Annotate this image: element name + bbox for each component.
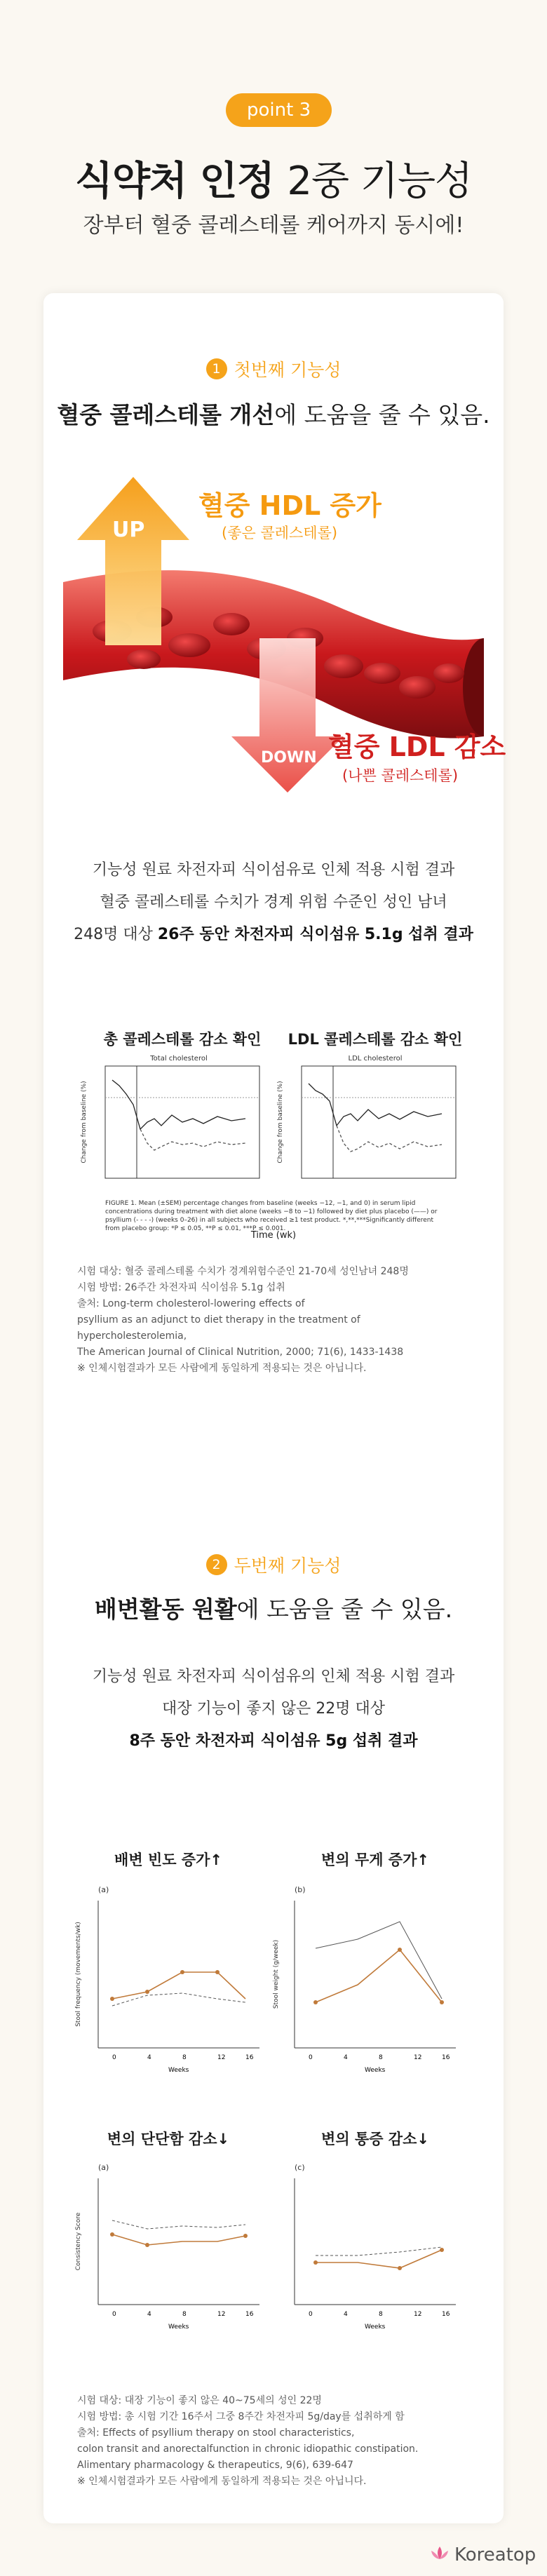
- svg-text:16: 16: [245, 2311, 254, 2318]
- ldl-cholesterol-inner-label: LDL cholesterol: [348, 1055, 403, 1063]
- section1-desc-line2: 혈중 콜레스테롤 수치가 경계 위험 수준인 성인 남녀: [100, 893, 447, 911]
- svg-text:0: 0: [309, 2311, 313, 2318]
- point-badge: point 3: [226, 93, 332, 127]
- ldl-title: 혈중 LDL 감소: [328, 731, 506, 762]
- lotus-icon: [429, 2544, 450, 2565]
- bowel-charts-bottom: [70, 2157, 477, 2354]
- figure-caption: FIGURE 1. Mean (±SEM) percentage changes from baseline (weeks −12, −1, and 0) in serum lipid concentrations during treatment with diet alone (weeks −8 to −1) followed by diet plus placebo (——) or psyllium (- - - -) (weeks 0–26) in all subjects who received ≥1 test product. *,**,***Significantly different from placebo group: *P ≤ 0.05, **P ≤ 0.01, ***P ≤ 0.001.: [105, 1200, 438, 1232]
- svg-text:(a): (a): [98, 1885, 109, 1894]
- svg-text:4: 4: [344, 2311, 348, 2318]
- section2-description: [0, 1661, 547, 1758]
- ldl-cholesterol-chart-title: LDL 콜레스테롤 감소 확인: [288, 1031, 463, 1048]
- bowel-chart-title-3: 변의 단단함 감소↓: [107, 2131, 230, 2147]
- section2-desc-line3: 8주 동안 차전자피 식이섬유 5g 섭취 결과: [129, 1732, 418, 1750]
- section2-title-bold: 배변활동 원활: [94, 1596, 237, 1623]
- bowel-chart-title-4: 변의 통증 감소↓: [321, 2131, 429, 2147]
- hdl-subtitle: (좋은 콜레스테롤): [222, 525, 338, 541]
- svg-text:4: 4: [147, 2311, 151, 2318]
- svg-text:4: 4: [147, 2054, 151, 2061]
- hdl-title: 혈중 HDL 증가: [198, 490, 381, 521]
- svg-text:12: 12: [217, 2054, 226, 2061]
- svg-text:8: 8: [379, 2311, 383, 2318]
- headline-bold: 식약처 인정: [74, 159, 274, 204]
- svg-text:Stool frequency (movements/wk): Stool frequency (movements/wk): [75, 1922, 82, 2027]
- svg-text:12: 12: [414, 2054, 422, 2061]
- section1-desc-line3: 248명 대상 26주 동안 차전자피 식이섬유 5.1g 섭취 결과: [74, 926, 473, 943]
- stool-frequency-chart: [75, 1885, 259, 2074]
- svg-text:(c): (c): [295, 2163, 305, 2172]
- cholesterol-charts: [77, 1052, 470, 1199]
- section2-title: [0, 1591, 547, 1624]
- svg-text:0: 0: [309, 2054, 313, 2061]
- up-badge: UP: [112, 518, 145, 542]
- svg-text:16: 16: [442, 2311, 450, 2318]
- section1-description: [0, 854, 547, 951]
- cholesterol-x-axis-label: Time (wk): [250, 1230, 297, 1241]
- svg-text:(a): (a): [98, 2163, 109, 2172]
- section1-title-bold: 혈중 콜레스테롤 개선: [57, 401, 275, 429]
- bowel-charts-top: [70, 1880, 477, 2111]
- svg-text:8: 8: [182, 2054, 187, 2061]
- section1-references: 시험 대상: 혈중 콜레스테롤 수치가 경계위험수준인 21-70세 성인남녀 248명 시험 방법: 26주간 차전자피 식이섬유 5.1g 섭취 출처: Long-term cholesterol-lowering effects of psyllium as an adjunct to diet therapy in the treatment of hypercholesterolemia, The American Journal of Clinical Nutrition, 2000; 71(6), 1433-1438 ※ 인체시험결과가 모든 사람에게 동일하게 적용되는 것은 아닙니다.: [77, 1266, 409, 1374]
- svg-text:12: 12: [414, 2311, 422, 2318]
- total-cholesterol-ylabel: Change from baseline (%): [81, 1081, 88, 1164]
- svg-text:8: 8: [182, 2311, 187, 2318]
- total-cholesterol-chart: [81, 1055, 259, 1178]
- down-badge: DOWN: [261, 749, 317, 767]
- section2-references: 시험 대상: 대장 기능이 좋지 않은 40~75세의 성인 22명 시험 방법: 총 시험 기간 16주서 그중 8주간 차전자피 5g/day를 섭취하게 함 출처: Effects of psyllium therapy on stool characteristics, colon transit and anorectalfunction in chronic idiopathic constipation. Alimentary pharmacology & therapeutics, 9(6), 639-647 ※ 인체시험결과가 모든 사람에게 동일하게 적용되는 것은 아닙니다.: [77, 2395, 419, 2487]
- section1-label: [0, 356, 547, 382]
- section2-title-rest: 에 도움을 줄 수 있음.: [236, 1596, 453, 1623]
- stool-weight-chart: [273, 1885, 456, 2074]
- svg-text:Stool weight (g/week): Stool weight (g/week): [273, 1939, 280, 2009]
- svg-text:16: 16: [245, 2054, 254, 2061]
- svg-text:Weeks: Weeks: [168, 2067, 189, 2074]
- section2-desc-line2: 대장 기능이 좋지 않은 22명 대상: [162, 1700, 385, 1718]
- bowel-chart-title-2: 변의 무게 증가↑: [321, 1852, 429, 1868]
- total-cholesterol-chart-title: 총 콜레스테롤 감소 확인: [103, 1031, 262, 1048]
- svg-text:Weeks: Weeks: [365, 2324, 386, 2331]
- svg-text:Weeks: Weeks: [365, 2067, 386, 2074]
- section2-label: [0, 1552, 547, 1577]
- brand-logo: [429, 2544, 536, 2565]
- section2-desc-line1: 기능성 원료 차전자피 식이섬유의 인체 적용 시험 결과: [92, 1668, 455, 1685]
- bowel-chart-title-1: 배변 빈도 증가↑: [114, 1852, 222, 1868]
- section1-title-rest: 에 도움을 줄 수 있음.: [274, 401, 490, 429]
- svg-text:0: 0: [112, 2311, 116, 2318]
- section1-number-badge: 1: [206, 358, 227, 379]
- section1-label-text: 첫번째 기능성: [234, 360, 342, 380]
- svg-text:0: 0: [112, 2054, 116, 2061]
- ldl-subtitle: (나쁜 콜레스테롤): [342, 767, 459, 784]
- svg-text:Weeks: Weeks: [168, 2324, 189, 2331]
- svg-text:4: 4: [344, 2054, 348, 2061]
- headline-thin: 2중 기능성: [287, 159, 473, 204]
- brand-name: Koreatop: [454, 2544, 536, 2565]
- svg-text:Consistency Score: Consistency Score: [75, 2212, 82, 2271]
- section2-label-text: 두번째 기능성: [234, 1556, 342, 1576]
- stool-consistency-chart: [75, 2163, 259, 2331]
- section1-title: [0, 397, 547, 430]
- section1-desc-line1: 기능성 원료 차전자피 식이섬유로 인체 적용 시험 결과: [92, 861, 455, 879]
- svg-text:8: 8: [379, 2054, 383, 2061]
- total-cholesterol-inner-label: Total cholesterol: [150, 1055, 208, 1063]
- ldl-cholesterol-ylabel: Change from baseline (%): [277, 1081, 284, 1164]
- section2-number-badge: 2: [206, 1554, 227, 1575]
- page-subheadline: 장부터 혈중 콜레스테롤 케어까지 동시에!: [83, 213, 464, 238]
- ldl-cholesterol-chart: [277, 1055, 456, 1178]
- svg-text:16: 16: [442, 2054, 450, 2061]
- svg-text:(b): (b): [295, 1885, 306, 1894]
- page-headline: [0, 150, 547, 206]
- svg-text:12: 12: [217, 2311, 226, 2318]
- stool-pain-chart: [295, 2163, 456, 2331]
